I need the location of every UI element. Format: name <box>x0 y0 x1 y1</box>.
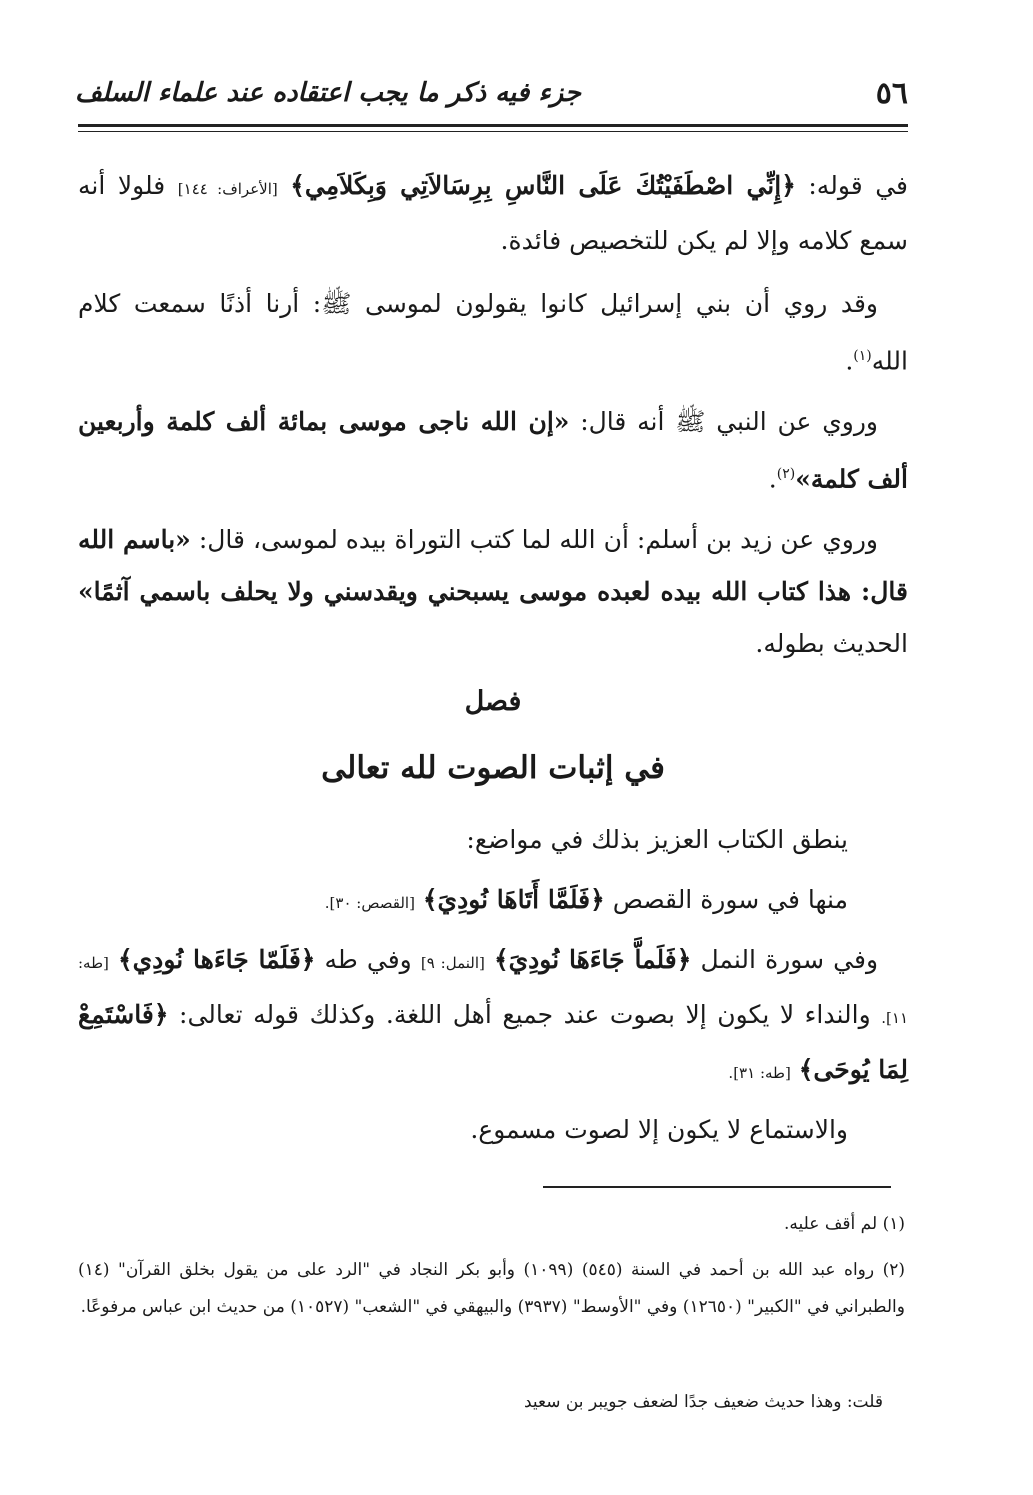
quran-verse: ﴿فَلَمَّا أَتَاهَا نُودِيَ﴾ <box>422 885 605 914</box>
paragraph-1 <box>78 160 908 267</box>
text: وفي طه <box>324 945 412 974</box>
verse-reference: [طه: ١١]. <box>78 954 909 1027</box>
header-rule-thin <box>78 131 908 132</box>
section-line-2 <box>78 874 848 929</box>
header-rule-thick <box>78 124 908 127</box>
footnote-marker: (١) <box>853 348 872 364</box>
section-line-4 <box>78 1104 848 1156</box>
section-line-1 <box>78 814 848 866</box>
text: والنداء لا يكون إلا بصوت عند جميع أهل اللغة. وكذلك قوله تعالى: <box>179 1000 871 1029</box>
text: وقد روي أن بني إسرائيل كانوا يقولون لموسى ﷺ: أرنا أذنًا سمعت كلام الله <box>78 289 908 376</box>
text: وروي عن النبي ﷺ أنه قال: <box>580 407 878 436</box>
hadith-quote: «إن الله ناجى موسى بمائة ألف كلمة وأربعين ألف كلمة» <box>78 407 908 494</box>
section-label: فصل <box>464 686 522 717</box>
section-title: في إثبات الصوت لله تعالى <box>321 750 665 786</box>
page-header <box>75 72 908 112</box>
text: منها في سورة القصص <box>612 885 848 914</box>
hadith-quote: «باسم الله قال: هذا كتاب الله بيده لعبده موسى يسبحني ويقدسني ولا يحلف باسمي آثمًا» <box>78 525 908 606</box>
quran-verse: ﴿فَلَماَّ جَاءَهَا نُودِيَ﴾ <box>493 945 692 974</box>
text: وروي عن زيد بن أسلم: أن الله لما كتب التوراة بيده لموسى، قال: <box>198 525 879 554</box>
section-paragraph-3 <box>78 934 908 1099</box>
paragraph-2 <box>78 278 908 387</box>
footnote-2: (٢) رواه عبد الله بن أحمد في السنة (٥٤٥) (١٠٩٩) وأبو بكر النجاد في "الرد على من يقول بخلق القرآن" (١٤) والطبراني في "الكبير" (١٢٦٥٠) وفي "الأوسط" (٣٩٣٧) والبيهقي في "الشعب" (١٠٥٢٧) من حديث ابن عباس مرفوعًا. <box>78 1260 906 1317</box>
text: وفي سورة النمل <box>700 945 879 974</box>
footnote-rule <box>543 1186 891 1188</box>
verse-reference: [الأعراف: ١٤٤] <box>177 180 278 198</box>
text: . <box>768 464 777 494</box>
verse-reference: [طه: ٣١]. <box>728 1064 791 1082</box>
text: ينطق الكتاب العزيز بذلك في مواضع: <box>466 825 848 854</box>
text: فلولا أنه سمع كلامه وإلا لم يكن للتخصيص فائدة. <box>78 171 908 255</box>
running-title: جزء فيه ذكر ما يجب اعتقاده عند علماء السلف <box>75 78 581 108</box>
text: والاستماع لا يكون إلا لصوت مسموع. <box>470 1115 848 1144</box>
quran-verse: ﴿فَلَمّا جَاءَها نُودِي﴾ <box>117 945 316 974</box>
footnote-1: (١) لم أقف عليه. <box>784 1214 905 1234</box>
verse-reference: [النمل: ٩] <box>420 954 485 972</box>
verse-reference: [القصص: ٣٠]. <box>324 894 415 912</box>
paragraph-3 <box>78 396 908 505</box>
quran-verse: ﴿إِنِّي اصْطَفَيْتُكَ عَلَى النَّاسِ بِرِسَالاَتِي وَبِكَلاَمِي﴾ <box>290 171 796 200</box>
footnote-3: قلت: وهذا حديث ضعيف جدًا لضعف جويبر بن سعيد <box>523 1392 883 1412</box>
footnote-marker: (٢) <box>776 466 796 482</box>
text: . <box>845 346 854 376</box>
text: الحديث بطوله. <box>755 629 908 658</box>
paragraph-4 <box>78 514 908 670</box>
quran-verse: ﴿فَاسْتَمِعْ لِمَا يُوحَى﴾ <box>78 1000 908 1084</box>
text: في قوله: <box>808 171 908 200</box>
page-number: ٥٦ <box>875 76 908 111</box>
